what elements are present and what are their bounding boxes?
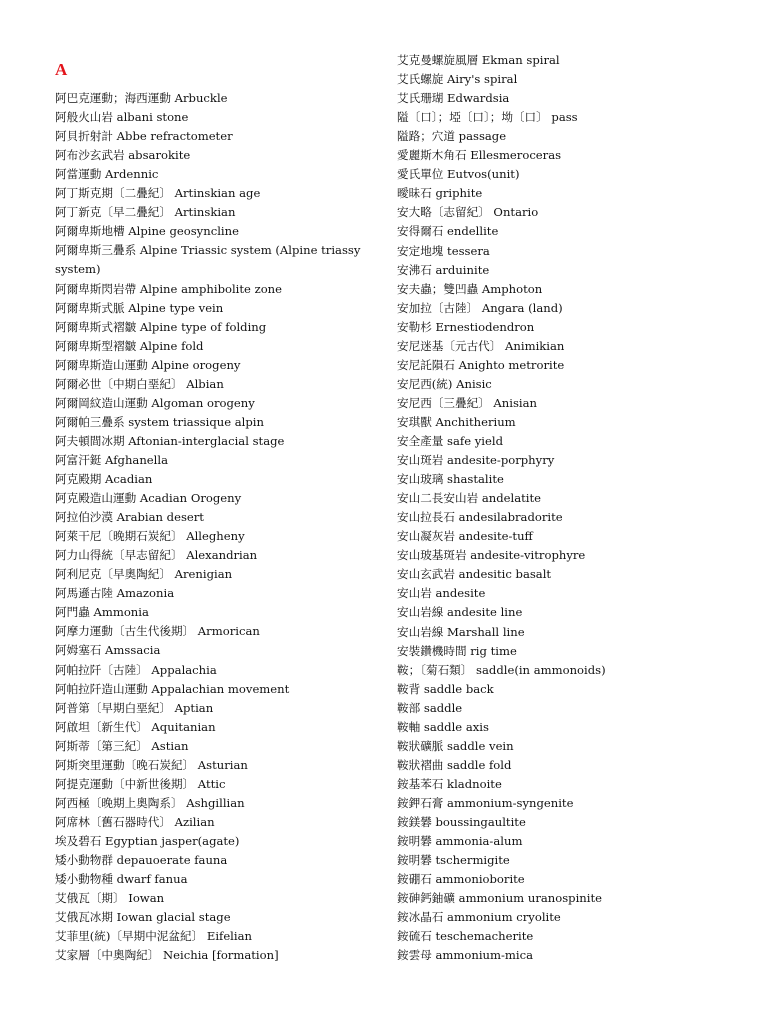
glossary-entry: 安琪獸 Anchitherium (397, 414, 516, 429)
glossary-entry: 矮小動物群 depauoerate fauna (55, 853, 228, 867)
glossary-entry: 阿席林〔舊石器時代〕 Azilian (55, 814, 215, 829)
glossary-entry: 鞍狀褶曲 saddle fold (397, 757, 512, 772)
glossary-entry: 阿摩力運動〔古生代後期〕 Armorican (55, 624, 260, 639)
glossary-entry: 安山玄武岩 andesitic basalt (397, 567, 552, 582)
glossary-entry: 鞍；〔菊石類〕 saddle(in ammonoids) (397, 662, 606, 677)
glossary-entry: 安加拉〔古陸〕 Angara (land) (397, 300, 563, 315)
glossary-entry: 阿馬遜古陸 Amazonia (55, 586, 175, 601)
glossary-entry: 銨硫石 teschemacherite (397, 929, 534, 944)
glossary-entry: 阿西極〔晚期上奧陶系〕 Ashgillian (55, 795, 245, 810)
glossary-entry: 阿提克運動〔中新世後期〕 Attic (55, 776, 226, 791)
glossary-entry: 銨砷鈣鈾礦 ammonium uranospinite (397, 891, 602, 906)
glossary-entry: 隘〔口〕；埡〔口〕；坳〔口〕 pass (397, 110, 578, 125)
glossary-entry: 銨雲母 ammonium-mica (397, 948, 534, 963)
glossary-entry: 安得爾石 endellite (397, 224, 499, 239)
glossary-entry: 銨明礬 tschermigite (397, 853, 510, 868)
glossary-entry: 安勒杉 Ernestiodendron (397, 319, 535, 334)
glossary-entry: 阿克殿期 Acadian (55, 472, 153, 486)
glossary-entry: 安全產量 safe yield (397, 434, 504, 448)
glossary-entry: 安尼西(統) Anisic (397, 376, 492, 391)
glossary-entry: 安山玻基斑岩 andesite-vitrophyre (397, 548, 586, 563)
glossary-entry: 隘路；穴道 passage (397, 129, 507, 144)
glossary-entry: 阿丁新克〔早二疊紀〕 Artinskian (55, 205, 236, 220)
glossary-entry: 阿拉伯沙漠 Arabian desert (55, 510, 204, 525)
glossary-entry: 銨硼石 ammonioborite (397, 872, 525, 887)
glossary-entry: 阿爾卑斯三疊系 Alpine Triassic system (Alpine triassy system) (55, 243, 361, 277)
glossary-entry: 銨鉀石膏 ammonium-syngenite (397, 795, 574, 810)
glossary-entry: 安山岩 andesite (397, 586, 486, 601)
glossary-entry: 鞍軸 saddle axis (397, 719, 489, 734)
glossary-entry: 阿夫頓間冰期 Aftonian-interglacial stage (55, 433, 285, 448)
glossary-entry: 阿爾必世〔中期白堊紀〕 Albian (55, 376, 224, 391)
glossary-entry: 銨鎂礬 boussingaultite (397, 815, 526, 829)
glossary-entry: 阿爾卑斯型褶皺 Alpine fold (55, 338, 204, 353)
glossary-entry: 阿貝折射計 Abbe refractometer (55, 129, 233, 144)
glossary-entry: 艾俄瓦〔期〕 Iowan (55, 891, 165, 906)
glossary-entry: 安沸石 arduinite (397, 262, 490, 277)
glossary-entry: 艾克曼螺旋風層 Ekman spiral (397, 53, 560, 67)
glossary-entry: 阿普第〔早期白堊紀〕 Aptian (55, 700, 214, 715)
glossary-entry: 阿斯突里運動〔晚石炭紀〕 Asturian (55, 757, 248, 772)
glossary-entry: 愛氏單位 Eutvos(unit) (397, 167, 520, 182)
glossary-entry: 阿啟坦〔新生代〕 Aquitanian (55, 719, 216, 734)
glossary-entry: 阿萊干尼〔晚期石炭紀〕 Allegheny (55, 529, 245, 544)
glossary-entry: 安山凝灰岩 andesite-tuff (397, 529, 533, 544)
glossary-entry: 阿爾卑斯式脈 Alpine type vein (55, 300, 224, 315)
glossary-entry: 阿帕拉阡造山運動 Appalachian movement (55, 681, 290, 696)
glossary-entry: 艾家層〔中奧陶紀〕 Neichia [formation] (55, 948, 279, 963)
glossary-entry: 安山二長安山岩 andelatite (397, 491, 542, 506)
glossary-entry: 阿爾卑斯地槽 Alpine geosyncline (55, 224, 239, 239)
glossary-entry: 安山斑岩 andesite-porphyry (397, 453, 555, 468)
glossary-entry: 埃及碧石 Egyptian jasper(agate) (55, 833, 240, 848)
glossary-entry: 安尼託隕石 Anighto metrorite (397, 357, 565, 372)
glossary-entry: 阿般火山岩 albani stone (55, 110, 189, 125)
glossary-entry: 銨基苯石 kladnoite (397, 776, 502, 791)
glossary-entry: 矮小動物種 dwarf fanua (55, 872, 188, 887)
glossary-entry: 安尼迷基〔元古代〕 Animikian (397, 338, 565, 353)
glossary-entry: 艾氏螺旋 Airy's spiral (397, 72, 518, 87)
glossary-entry: 安裝鑽機時間 rig time (397, 643, 517, 658)
glossary-entry: 阿爾岡紋造山運動 Algoman orogeny (55, 395, 255, 410)
glossary-entry: 阿力山得統〔早志留紀〕 Alexandrian (55, 548, 258, 563)
glossary-entry: 銨冰晶石 ammonium cryolite (397, 910, 561, 925)
glossary-entry: 阿丁斯克期〔二疊紀〕 Artinskian age (55, 186, 261, 201)
glossary-entry: 安定地塊 tessera (397, 243, 490, 258)
glossary-entry: 阿利尼克〔早奧陶紀〕 Arenigian (55, 567, 233, 582)
glossary-entry: 阿姆塞石 Amssacia (55, 643, 161, 658)
glossary-entry: 阿帕拉阡〔古陸〕 Appalachia (55, 662, 217, 677)
glossary-entry: 艾菲里(統)〔早期中泥盆紀〕 Eifelian (55, 929, 252, 944)
glossary-entry: 艾俄瓦冰期 Iowan glacial stage (55, 910, 231, 925)
glossary-entry: 安大略〔志留紀〕 Ontario (397, 205, 539, 220)
glossary-entry: 阿富汗鋌 Afghanella (55, 452, 168, 467)
glossary-entry: 安尼西〔三疊紀〕 Anisian (397, 395, 538, 410)
glossary-entry: 阿布沙玄武岩 absarokite (55, 148, 191, 163)
glossary-entry: 鞍狀礦脈 saddle vein (397, 738, 514, 753)
glossary-entry: 鞍部 saddle (397, 700, 463, 715)
section-heading: A (55, 60, 68, 79)
glossary-entry: 阿爾卑斯造山運動 Alpine orogeny (55, 357, 241, 372)
glossary-entry: 艾氏珊瑚 Edwardsia (397, 91, 510, 106)
glossary-entry: 安山拉長石 andesilabradorite (397, 510, 563, 525)
glossary-entry: 阿巴克運動；海西運動 Arbuckle (55, 91, 228, 105)
glossary-entry: 阿門蟲 Ammonia (55, 605, 149, 620)
glossary-entry: 安夫蟲；雙凹蟲 Amphoton (397, 281, 543, 296)
glossary-entry: 銨明礬 ammonia-alum (397, 834, 523, 849)
glossary-entry: 阿斯蒂〔第三紀〕 Astian (55, 738, 189, 753)
glossary-entry: 愛麗斯木角石 Ellesmeroceras (397, 148, 562, 163)
glossary-entry: 安山玻璃 shastalite (397, 472, 504, 487)
glossary-entry: 阿當運動 Ardennic (55, 167, 159, 182)
glossary-entry: 阿爾卑斯式褶皺 Alpine type of folding (55, 319, 267, 334)
glossary-entry: 阿爾帕三疊系 system triassique alpin (55, 414, 264, 429)
glossary-entry: 阿爾卑斯閃岩帶 Alpine amphibolite zone (55, 281, 283, 296)
glossary-entry: 安山岩線 andesite line (397, 605, 523, 620)
glossary-entry: 阿克殿造山運動 Acadian Orogeny (55, 491, 242, 506)
glossary-entry: 安山岩線 Marshall line (397, 624, 525, 639)
glossary-entry: 鞍背 saddle back (397, 681, 494, 696)
glossary-entry: 曖昧石 griphite (397, 186, 483, 201)
